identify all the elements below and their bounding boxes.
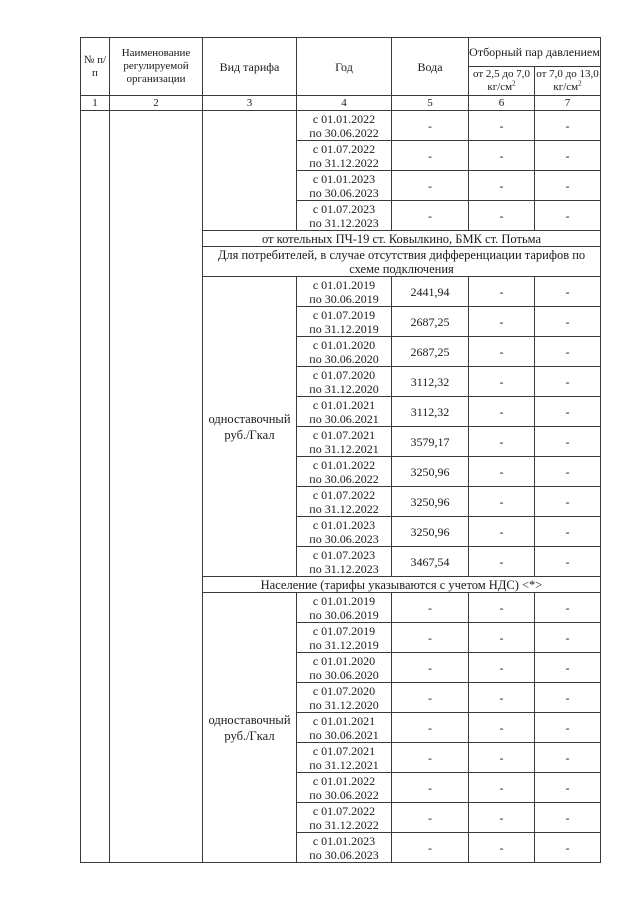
period-start: с 01.01.2019: [312, 277, 376, 292]
steam-high-cell: -: [535, 773, 601, 803]
period-end: по 30.06.2023: [309, 847, 379, 862]
steam-low-cell: -: [469, 517, 535, 547]
steam-low-cell: -: [469, 111, 535, 141]
steam-low-cell: -: [469, 427, 535, 457]
water-cell: -: [392, 803, 469, 833]
period-start: с 01.01.2019: [312, 593, 376, 608]
header-steam-low: от 2,5 до 7,0 $кг/см^2$: [469, 67, 535, 96]
period-end: по 31.12.2023: [309, 215, 379, 230]
header-org: Наименование регулируемой организации: [110, 38, 203, 96]
empty-num-cell: [81, 111, 110, 863]
steam-high-cell: -: [535, 277, 601, 307]
period-cell: [297, 773, 392, 803]
steam-low-cell: -: [469, 487, 535, 517]
water-cell: 3250,96: [392, 487, 469, 517]
steam-low-cell: -: [469, 367, 535, 397]
period-start: с 01.07.2021: [312, 743, 376, 758]
period-cell: [297, 367, 392, 397]
water-cell: -: [392, 833, 469, 863]
period-cell: [297, 803, 392, 833]
water-cell: -: [392, 111, 469, 141]
steam-low-cell: -: [469, 547, 535, 577]
period-cell: [297, 307, 392, 337]
period-end: руб./Гкал: [224, 427, 275, 442]
period-end: по 30.06.2019: [309, 291, 379, 306]
water-cell: -: [392, 141, 469, 171]
column-number: 1: [81, 96, 110, 111]
water-cell: -: [392, 713, 469, 743]
steam-low-cell: -: [469, 141, 535, 171]
column-number: 7: [535, 96, 601, 111]
period-cell: [297, 547, 392, 577]
period-cell: [297, 111, 392, 141]
period-cell: [297, 713, 392, 743]
period-end: по 30.06.2022: [309, 471, 379, 486]
period-end: по 30.06.2021: [309, 411, 379, 426]
period-cell: [297, 593, 392, 623]
period-start: с 01.01.2023: [312, 171, 376, 186]
water-cell: -: [392, 653, 469, 683]
steam-high-cell: -: [535, 517, 601, 547]
period-end: по 30.06.2019: [309, 607, 379, 622]
header-row: [81, 38, 601, 67]
steam-high-cell: -: [535, 683, 601, 713]
steam-high-cell: -: [535, 487, 601, 517]
period-cell: [297, 653, 392, 683]
period-start: с 01.01.2021: [312, 713, 376, 728]
column-number: 4: [297, 96, 392, 111]
period-cell: [297, 337, 392, 367]
period-start: с 01.07.2022: [312, 803, 376, 818]
tariff-type-cell: [203, 277, 297, 577]
steam-high-cell: -: [535, 833, 601, 863]
header-num: № п/п: [81, 38, 110, 96]
period-end: по 30.06.2022: [309, 125, 379, 140]
steam-low-cell: -: [469, 803, 535, 833]
period-start: с 01.07.2023: [312, 547, 376, 562]
period-start: с 01.07.2022: [312, 141, 376, 156]
period-cell: [297, 743, 392, 773]
period-cell: [297, 427, 392, 457]
steam-low-cell: -: [469, 277, 535, 307]
tariff-type-cell: [203, 593, 297, 863]
period-end: по 31.12.2022: [309, 155, 379, 170]
steam-high-cell: -: [535, 367, 601, 397]
period-end: по 30.06.2022: [309, 787, 379, 802]
period-start: с 01.01.2020: [312, 337, 376, 352]
water-cell: 3467,54: [392, 547, 469, 577]
period-start: с 01.07.2019: [312, 623, 376, 638]
period-start: одноставочный: [208, 712, 291, 727]
period-cell: [297, 201, 392, 231]
section-population: Население (тарифы указываются с учетом НДС) <*>: [203, 577, 601, 593]
tariff-table: [80, 37, 601, 863]
period-start: с 01.01.2023: [312, 517, 376, 532]
period-end: по 31.12.2022: [309, 501, 379, 516]
period-end: по 31.12.2023: [309, 561, 379, 576]
period-end: по 30.06.2023: [309, 531, 379, 546]
period-start: одноставочный: [208, 411, 291, 426]
steam-high-cell: -: [535, 743, 601, 773]
period-cell: [297, 141, 392, 171]
steam-high-cell: -: [535, 593, 601, 623]
column-number: 5: [392, 96, 469, 111]
empty-tariff-cell: [203, 111, 297, 231]
steam-high-cell: -: [535, 457, 601, 487]
steam-high-cell: -: [535, 547, 601, 577]
period-end: по 31.12.2019: [309, 321, 379, 336]
steam-low-cell: -: [469, 307, 535, 337]
period-start: с 01.07.2022: [312, 487, 376, 502]
water-cell: 2687,25: [392, 337, 469, 367]
steam-low-cell: -: [469, 201, 535, 231]
water-cell: -: [392, 683, 469, 713]
water-cell: -: [392, 773, 469, 803]
steam-low-cell: -: [469, 397, 535, 427]
steam-low-cell: -: [469, 713, 535, 743]
water-cell: -: [392, 201, 469, 231]
steam-low-cell: -: [469, 773, 535, 803]
water-cell: 3112,32: [392, 367, 469, 397]
period-end: по 31.12.2022: [309, 817, 379, 832]
period-cell: [297, 517, 392, 547]
period-cell: [297, 487, 392, 517]
water-cell: -: [392, 743, 469, 773]
steam-high-cell: -: [535, 201, 601, 231]
header-tariff-type: Вид тарифа: [203, 38, 297, 96]
period-cell: [297, 457, 392, 487]
steam-low-cell: -: [469, 683, 535, 713]
period-end: по 31.12.2019: [309, 637, 379, 652]
period-cell: [297, 277, 392, 307]
header-steam: Отборный пар давлением: [469, 38, 601, 67]
period-end: по 31.12.2021: [309, 441, 379, 456]
steam-high-cell: -: [535, 653, 601, 683]
steam-high-cell: -: [535, 397, 601, 427]
steam-low-cell: -: [469, 171, 535, 201]
period-start: с 01.07.2023: [312, 201, 376, 216]
period-end: по 31.12.2020: [309, 381, 379, 396]
section-consumers: Для потребителей, в случае отсутствия дифференциации тарифов по схеме подключения: [203, 247, 601, 277]
steam-high-cell: -: [535, 307, 601, 337]
water-cell: -: [392, 171, 469, 201]
period-cell: [297, 623, 392, 653]
period-start: с 01.01.2022: [312, 773, 376, 788]
steam-high-cell: -: [535, 623, 601, 653]
empty-org-cell: [110, 111, 203, 863]
period-cell: [297, 171, 392, 201]
period-cell: [297, 833, 392, 863]
water-cell: 3112,32: [392, 397, 469, 427]
period-end: по 30.06.2020: [309, 667, 379, 682]
period-start: с 01.01.2022: [312, 457, 376, 472]
steam-low-cell: -: [469, 653, 535, 683]
header-water: Вода: [392, 38, 469, 96]
period-end: по 30.06.2023: [309, 185, 379, 200]
steam-low-cell: -: [469, 457, 535, 487]
period-start: с 01.01.2020: [312, 653, 376, 668]
period-start: с 01.07.2020: [312, 367, 376, 382]
water-cell: 3579,17: [392, 427, 469, 457]
period-start: с 01.01.2023: [312, 833, 376, 848]
header-year: Год: [297, 38, 392, 96]
period-end: по 30.06.2020: [309, 351, 379, 366]
section-source: от котельных ПЧ-19 ст. Ковылкино, БМК ст. Потьма: [203, 231, 601, 247]
period-cell: [297, 397, 392, 427]
steam-high-cell: -: [535, 427, 601, 457]
water-cell: 3250,96: [392, 457, 469, 487]
water-cell: 2687,25: [392, 307, 469, 337]
period-cell: [297, 683, 392, 713]
steam-low-cell: -: [469, 623, 535, 653]
water-cell: 3250,96: [392, 517, 469, 547]
period-end: по 31.12.2020: [309, 697, 379, 712]
steam-high-cell: -: [535, 171, 601, 201]
period-end: по 31.12.2021: [309, 757, 379, 772]
steam-low-cell: -: [469, 833, 535, 863]
water-cell: -: [392, 593, 469, 623]
steam-high-cell: -: [535, 111, 601, 141]
period-start: с 01.07.2019: [312, 307, 376, 322]
period-start: с 01.07.2021: [312, 427, 376, 442]
steam-low-cell: -: [469, 593, 535, 623]
steam-low-cell: -: [469, 743, 535, 773]
header-steam-high: от 7,0 до 13,0 $кг/см^2$: [535, 67, 601, 96]
period-end: руб./Гкал: [224, 728, 275, 743]
steam-low-cell: -: [469, 337, 535, 367]
steam-high-cell: -: [535, 141, 601, 171]
column-number: 6: [469, 96, 535, 111]
steam-high-cell: -: [535, 803, 601, 833]
steam-high-cell: -: [535, 337, 601, 367]
water-cell: 2441,94: [392, 277, 469, 307]
period-end: по 30.06.2021: [309, 727, 379, 742]
column-number-row: [81, 96, 601, 111]
period-start: с 01.01.2021: [312, 397, 376, 412]
column-number: 3: [203, 96, 297, 111]
steam-high-cell: -: [535, 713, 601, 743]
period-start: с 01.07.2020: [312, 683, 376, 698]
table-row: [81, 111, 601, 141]
water-cell: -: [392, 623, 469, 653]
column-number: 2: [110, 96, 203, 111]
period-start: с 01.01.2022: [312, 111, 376, 126]
